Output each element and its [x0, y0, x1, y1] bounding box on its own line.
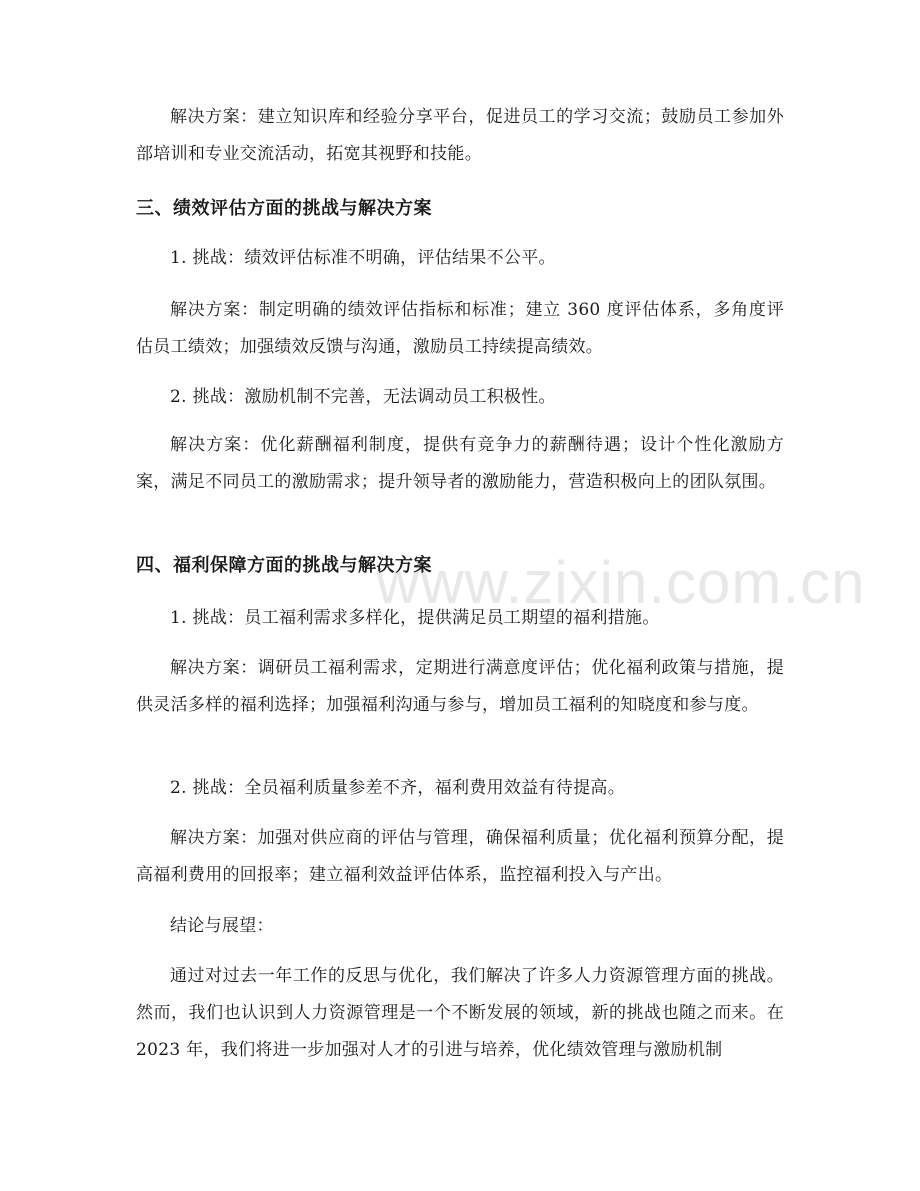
paragraph-solution-welfare-2: 解决方案：加强对供应商的评估与管理，确保福利质量；优化福利预算分配，提高福利费用的回报率；建立福利效益评估体系，监控福利投入与产出。 — [136, 828, 784, 885]
section-heading-performance: 三、绩效评估方面的挑战与解决方案 — [136, 198, 432, 219]
paragraph-challenge-welfare-2: 2. 挑战：全员福利质量参差不齐，福利费用效益有待提高。 — [170, 778, 626, 798]
paragraph-challenge-welfare-1: 1. 挑战：员工福利需求多样化，提供满足员工期望的福利措施。 — [170, 608, 660, 628]
paragraph-conclusion-body: 通过对过去一年工作的反思与优化，我们解决了许多人力资源管理方面的挑战。然而，我们也认识到人力资源管理是一个不断发展的领域，新的挑战也随之而来。在 2023 年，我们将进一步加强对人才的引进与培养，优化绩效管理与激励机制 — [136, 966, 784, 1060]
paragraph-solution-performance-1: 解决方案：制定明确的绩效评估指标和标准；建立 360 度评估体系，多角度评估员工绩效；加强绩效反馈与沟通，激励员工持续提高绩效。 — [136, 300, 784, 357]
paragraph-solution-welfare-1: 解决方案：调研员工福利需求，定期进行满意度评估；优化福利政策与措施，提供灵活多样的福利选择；加强福利沟通与参与，增加员工福利的知晓度和参与度。 — [136, 658, 784, 715]
paragraph-challenge-performance-1: 1. 挑战：绩效评估标准不明确，评估结果不公平。 — [170, 248, 556, 268]
paragraph-solution-performance-2: 解决方案：优化薪酬福利制度，提供有竞争力的薪酬待遇；设计个性化激励方案，满足不同员工的激励需求；提升领导者的激励能力，营造积极向上的团队氛围。 — [136, 435, 784, 492]
paragraph-conclusion-heading: 结论与展望： — [170, 916, 274, 936]
watermark-text: www.zixin.com.cn — [376, 549, 866, 616]
paragraph-challenge-performance-2: 2. 挑战：激励机制不完善，无法调动员工积极性。 — [170, 387, 556, 407]
paragraph-solution-knowledge: 解决方案：建立知识库和经验分享平台，促进员工的学习交流；鼓励员工参加外部培训和专业交流活动，拓宽其视野和技能。 — [136, 107, 784, 164]
section-heading-welfare: 四、福利保障方面的挑战与解决方案 — [136, 555, 432, 576]
